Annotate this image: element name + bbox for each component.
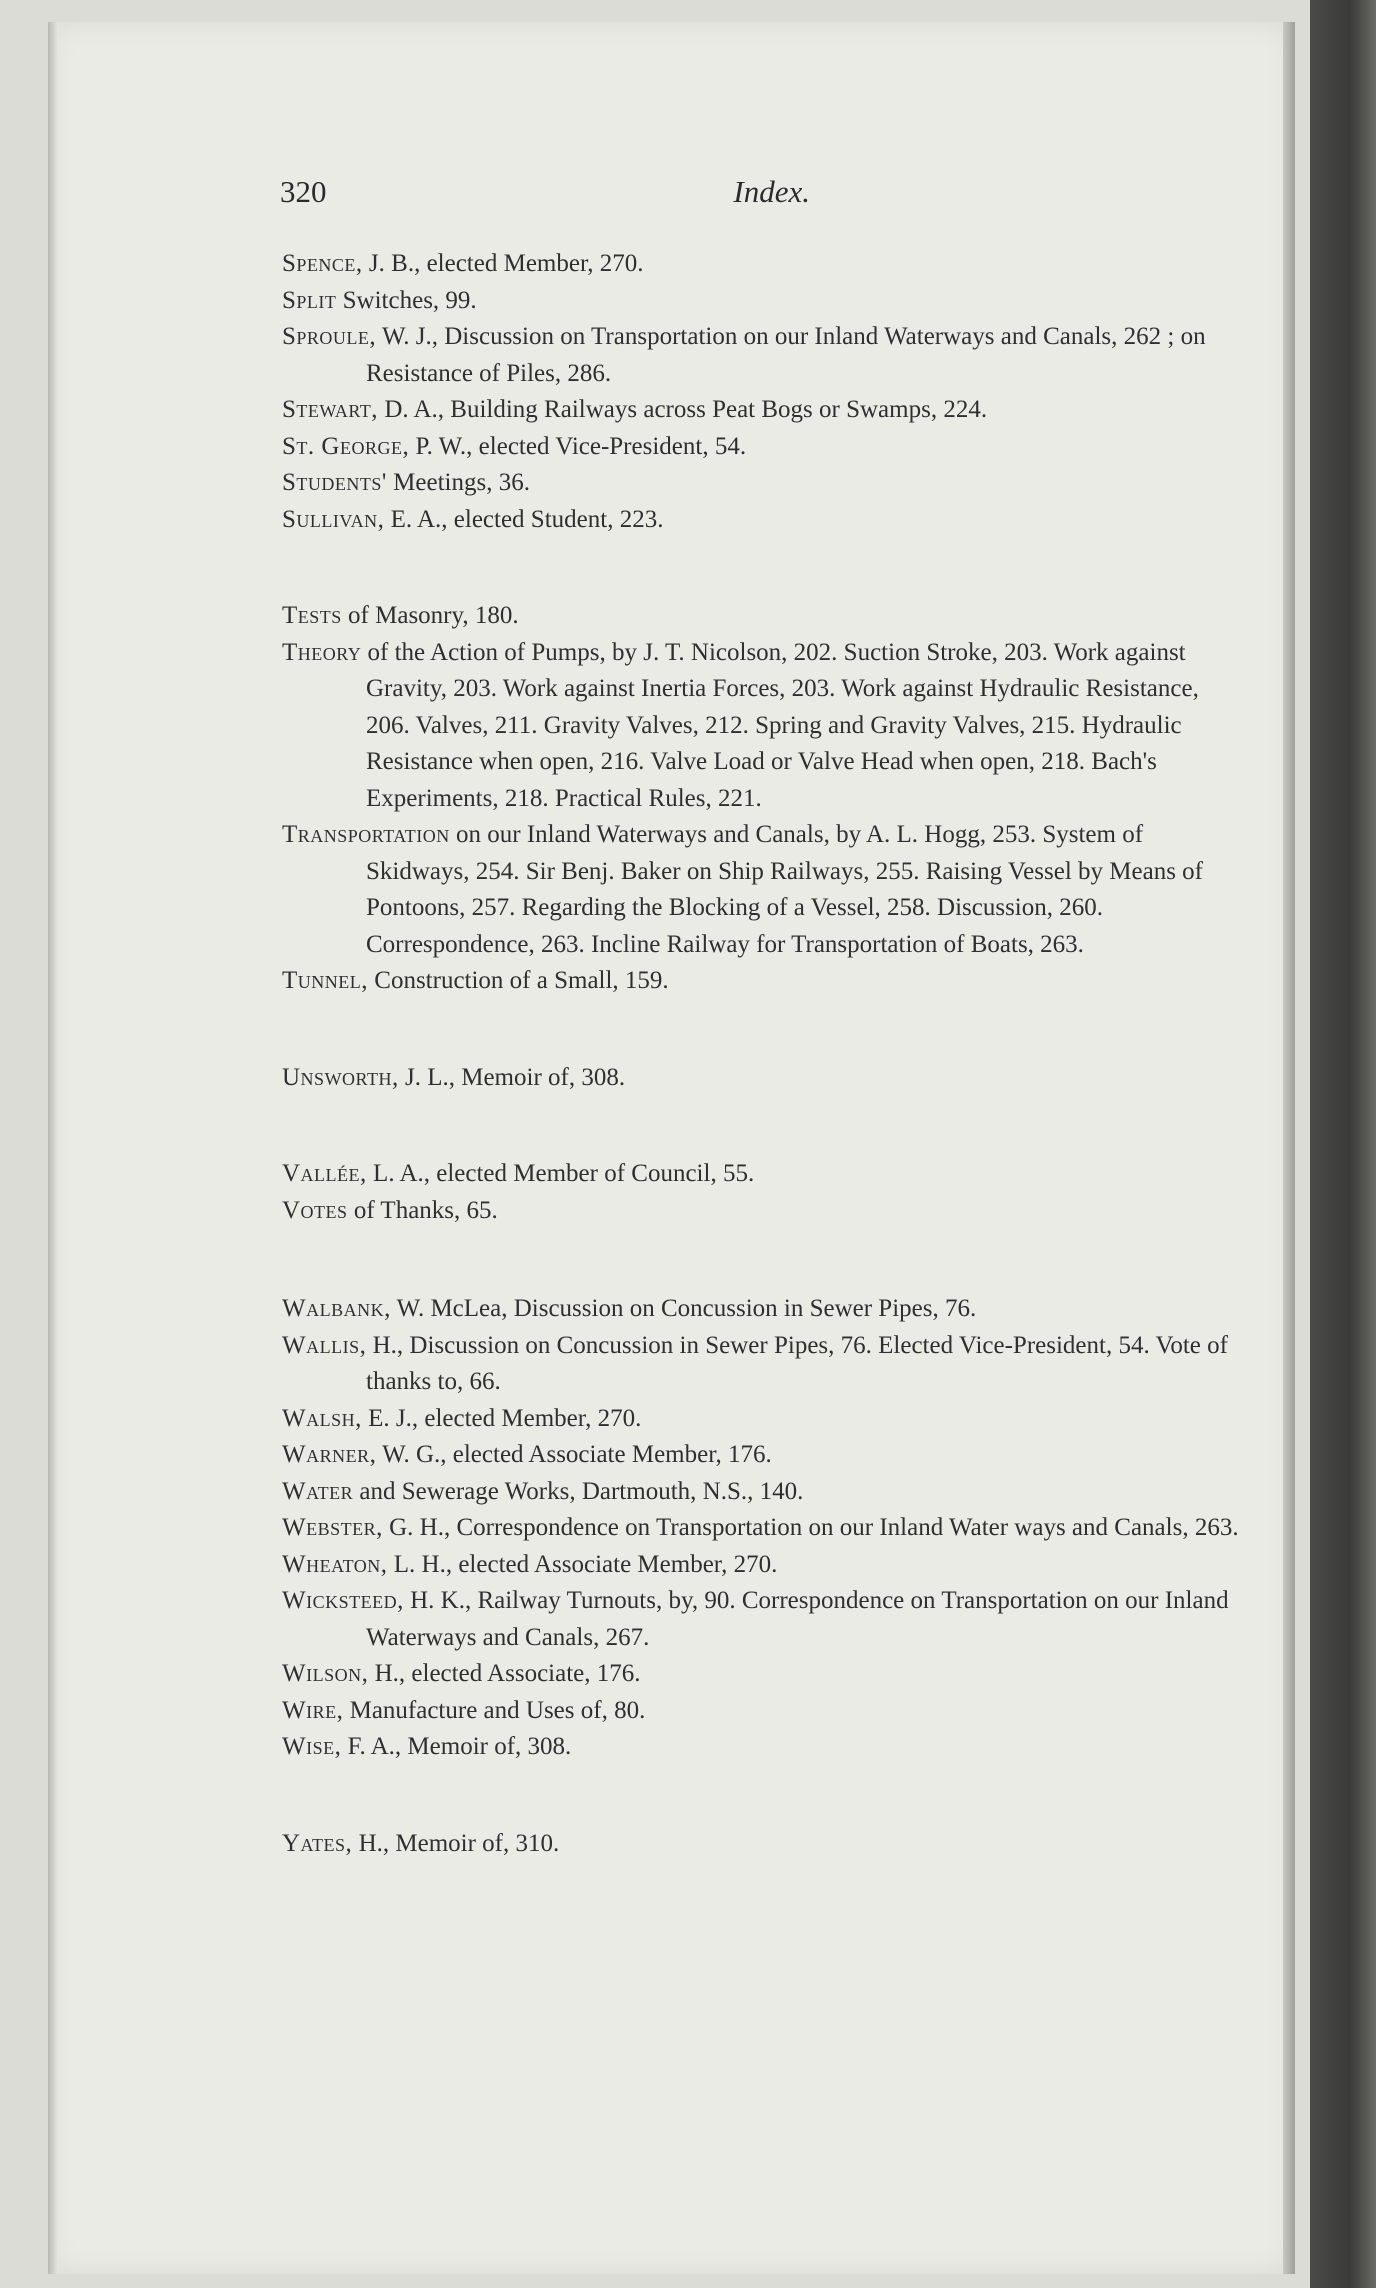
entry-text: G. H., Correspondence on Transportation on our Inland Water ways and Canals, 263. <box>382 1514 1239 1541</box>
index-entry <box>282 1547 1247 1584</box>
entry-text: H., Memoir of, 310. <box>352 1829 560 1857</box>
index-entry <box>282 1060 1247 1097</box>
entry-heading: Wheaton, <box>282 1550 388 1578</box>
entry-text: Manufacture and Uses of, 80. <box>343 1696 646 1724</box>
entry-text: of Thanks, 65. <box>347 1196 498 1224</box>
section-gap <box>282 1000 1247 1060</box>
page-right-edge <box>1283 22 1295 2274</box>
entry-text: E. A., elected Student, 223. <box>384 505 664 533</box>
entry-text: W. G., elected Associate Member, 176. <box>376 1441 772 1468</box>
entry-heading: Water <box>282 1477 354 1505</box>
index-entry <box>282 1437 1247 1474</box>
entry-heading: Walbank, <box>282 1295 391 1322</box>
entry-heading: Warner, <box>282 1441 377 1468</box>
entry-heading: Tests <box>282 602 342 629</box>
entry-heading: Webster, <box>282 1514 383 1541</box>
entry-text: J. L., Memoir of, 308. <box>398 1063 626 1091</box>
index-entry <box>282 429 1247 466</box>
section-gap <box>282 1229 1247 1291</box>
index-entry <box>282 502 1247 539</box>
entry-heading: Split <box>282 286 337 314</box>
entry-text: F. A., Memoir of, 308. <box>341 1733 572 1760</box>
index-entry <box>282 1729 1247 1766</box>
index-entry <box>282 598 1247 635</box>
entry-text: of Masonry, 180. <box>341 602 519 629</box>
entry-text: L. H., elected Associate Member, 270. <box>387 1550 778 1578</box>
index-entry <box>282 465 1247 502</box>
entry-heading: Vallée, <box>282 1160 367 1187</box>
index-entry <box>282 1826 1247 1863</box>
index-list <box>282 246 1247 1862</box>
index-entry <box>282 392 1247 429</box>
index-entry <box>282 1583 1247 1656</box>
index-entry <box>282 319 1247 392</box>
index-entry <box>282 1693 1247 1730</box>
entry-heading: Spence, <box>282 250 363 277</box>
entry-heading: Stewart, <box>282 396 379 423</box>
entry-heading: Wicksteed, <box>282 1587 404 1614</box>
entry-text: Meetings, 36. <box>386 469 530 496</box>
entry-text: W. J., Discussion on Transportation on our Inland Waterways and Canals, 262 ; on Resistance of Piles, 286. <box>366 323 1206 387</box>
scan-dark-margin <box>1310 0 1376 2288</box>
entry-text: H. K., Railway Turnouts, by, 90. Correspondence on Transportation on our Inland Waterways and Canals, 267. <box>366 1587 1229 1651</box>
index-entry <box>282 1401 1247 1438</box>
index-entry <box>282 1474 1247 1511</box>
entry-text: E. J., elected Member, 270. <box>361 1404 642 1432</box>
entry-heading: Transportation <box>282 821 450 848</box>
entry-heading: Wilson, <box>282 1660 369 1687</box>
entry-text: of the Action of Pumps, by J. T. Nicolson, 202. Suction Stroke, 203. Work against Gravity, 203. Work against Inertia Forces, 203. Work against Hydraulic Resistance, 206. Valves, 211. Gravity Valves, 212. Spring and Gravity Valves, 215. Hydraulic Resistance when open, 216. Valve Load or Valve Head when open, 218. Bach's Experiments, 218. Practical Rules, 221. <box>361 638 1199 812</box>
entry-heading: Yates, <box>282 1829 353 1857</box>
entry-heading: Sullivan, <box>282 505 385 533</box>
index-entry <box>282 1328 1247 1401</box>
entry-heading: Wise, <box>282 1733 342 1760</box>
index-entry <box>282 283 1247 320</box>
page-number: 320 <box>280 174 327 209</box>
page-header <box>280 174 810 220</box>
entry-heading: Tunnel, <box>282 967 369 994</box>
index-entry <box>282 817 1247 963</box>
index-entry <box>282 1656 1247 1693</box>
entry-heading: Wallis, <box>282 1331 367 1359</box>
index-entry <box>282 1193 1247 1230</box>
index-entry <box>282 1291 1247 1328</box>
entry-text: L. A., elected Member of Council, 55. <box>366 1160 755 1187</box>
entry-heading: Wire, <box>282 1696 344 1724</box>
entry-text: D. A., Building Railways across Peat Bogs or Swamps, 224. <box>378 396 988 423</box>
running-title: Index. <box>733 174 810 209</box>
index-entry <box>282 635 1247 818</box>
entry-text: and Sewerage Works, Dartmouth, N.S., 140. <box>353 1477 804 1505</box>
entry-text: W. McLea, Discussion on Concussion in Sewer Pipes, 76. <box>390 1295 977 1322</box>
index-entry <box>282 963 1247 1000</box>
entry-heading: Students' <box>282 469 387 496</box>
entry-text: H., Discussion on Concussion in Sewer Pipes, 76. Elected Vice-President, 54. Vote of thanks to, 66. <box>366 1331 1228 1395</box>
page-left-edge <box>48 22 58 2274</box>
entry-heading: Walsh, <box>282 1404 362 1432</box>
index-entry <box>282 1156 1247 1193</box>
entry-heading: St. George, <box>282 432 410 460</box>
entry-text: Switches, 99. <box>336 286 477 314</box>
section-gap <box>282 538 1247 598</box>
entry-text: P. W., elected Vice-President, 54. <box>409 432 747 460</box>
section-gap <box>282 1766 1247 1826</box>
entry-text: H., elected Associate, 176. <box>368 1660 641 1687</box>
entry-text: J. B., elected Member, 270. <box>362 250 644 277</box>
entry-heading: Unsworth, <box>282 1063 399 1091</box>
entry-text: on our Inland Waterways and Canals, by A. L. Hogg, 253. System of Skidways, 254. Sir Benj. Baker on Ship Railways, 255. Raising Vessel by Means of Pontoons, 257. Regarding the Blocking of a Vessel, 258. Discussion, 260. Correspondence, 263. Incline Railway for Transportation of Boats, 263. <box>366 821 1203 958</box>
section-gap <box>282 1096 1247 1156</box>
index-entry <box>282 246 1247 283</box>
entry-heading: Theory <box>282 638 362 666</box>
entry-heading: Sproule, <box>282 323 377 350</box>
entry-text: Construction of a Small, 159. <box>368 967 669 994</box>
entry-heading: Votes <box>282 1196 348 1224</box>
index-entry <box>282 1510 1247 1547</box>
